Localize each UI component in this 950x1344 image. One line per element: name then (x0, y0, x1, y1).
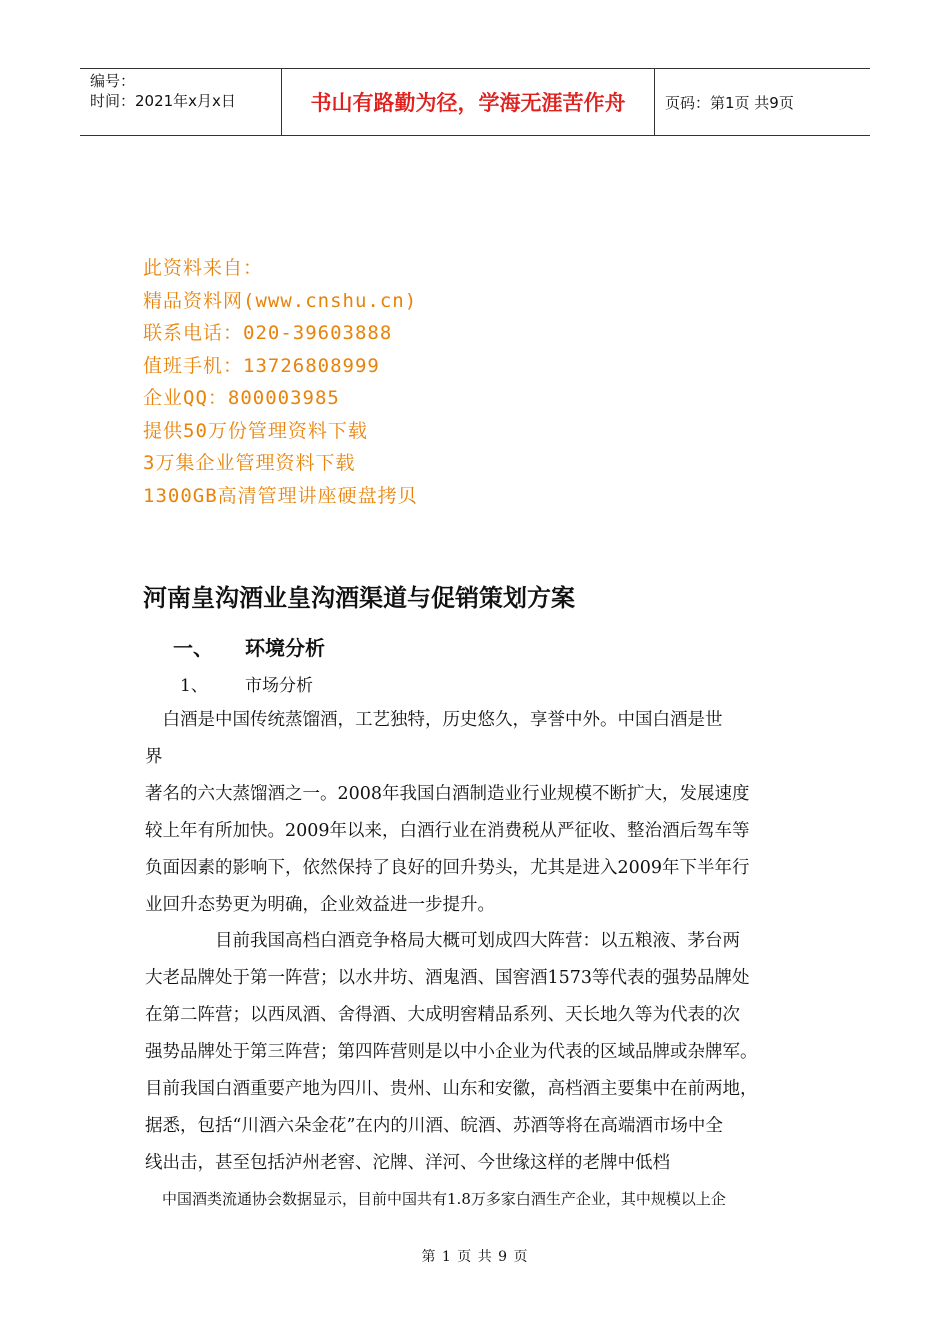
paragraph-line: 强势品牌处于第三阵营；第四阵营则是以中小企业为代表的区域品牌或杂牌军。 (145, 1042, 758, 1062)
source-line: 联系电话：020-39603888 (143, 322, 393, 344)
subsection-title: 市场分析 (245, 676, 313, 696)
section-heading (173, 632, 325, 661)
source-line: 企业QQ：800003985 (143, 387, 340, 409)
header-bianhao: 编号： (90, 72, 136, 90)
header-time: 时间：2021年x月x日 (90, 92, 236, 110)
paragraph-line: 在第二阵营；以西凤酒、舍得酒、大成明窖精品系列、天长地久等为代表的次 (145, 1005, 740, 1025)
paragraph-line: 据悉，包括“川酒六朵金花”在内的川酒、皖酒、苏酒等将在高端酒市场中全 (145, 1116, 723, 1136)
paragraph-line: 白酒是中国传统蒸馏酒，工艺独特，历史悠久，享誉中外。中国白酒是世 (145, 710, 723, 730)
header-table (80, 68, 870, 136)
paragraph-market-intro (145, 702, 815, 924)
header-page-number: 页码：第1页 共9页 (665, 93, 794, 112)
source-line: 提供50万份管理资料下载 (143, 419, 368, 442)
paragraph-line: 大老品牌处于第一阵营；以水井坊、酒鬼酒、国窖酒1573等代表的强势品牌处 (145, 968, 750, 988)
paragraph-line: 目前我国高档白酒竞争格局大概可划成四大阵营：以五粮液、茅台两 (145, 931, 740, 951)
subsection-heading (180, 671, 313, 696)
paragraph-line: 较上年有所加快。2009年以来，白酒行业在消费税从严征收、整治酒后驾车等 (145, 821, 750, 841)
paragraph-line: 界 (145, 747, 163, 767)
document-title: 河南皇沟酒业皇沟酒渠道与促销策划方案 (143, 584, 575, 612)
paragraph-competition (145, 923, 815, 1182)
subsection-number: 1、 (180, 676, 208, 696)
paragraph-line: 业回升态势更为明确，企业效益进一步提升。 (145, 895, 495, 915)
paragraph-small-line: 中国酒类流通协会数据显示，目前中国共有1.8万多家白酒生产企业，其中规模以上企 (162, 1190, 726, 1208)
paragraph-line: 目前我国白酒重要产地为四川、贵州、山东和安徽，高档酒主要集中在前两地， (145, 1079, 758, 1099)
paragraph-line: 负面因素的影响下，依然保持了良好的回升势头，尤其是进入2009年下半年行 (145, 858, 750, 878)
section-title: 环境分析 (245, 636, 325, 660)
paragraph-line: 线出击，甚至包括泸州老窖、沱牌、洋河、今世缘这样的老牌中低档 (145, 1153, 670, 1173)
paragraph-line: 著名的六大蒸馏酒之一。2008年我国白酒制造业行业规模不断扩大，发展速度 (145, 784, 750, 804)
header-motto: 书山有路勤为径，学海无涯苦作舟 (282, 69, 655, 135)
source-line: 精品资料网(www.cnshu.cn) (143, 289, 418, 312)
source-line: 值班手机：13726808999 (143, 354, 380, 377)
section-number: 一、 (173, 636, 213, 660)
source-info-block (143, 252, 418, 512)
source-line: 此资料来自： (143, 257, 264, 279)
page-footer: 第 1 页 共 9 页 (421, 1249, 529, 1265)
source-line: 1300GB高清管理讲座硬盘拷贝 (143, 484, 418, 507)
header-meta-cell (80, 69, 282, 135)
source-line: 3万集企业管理资料下载 (143, 452, 356, 474)
